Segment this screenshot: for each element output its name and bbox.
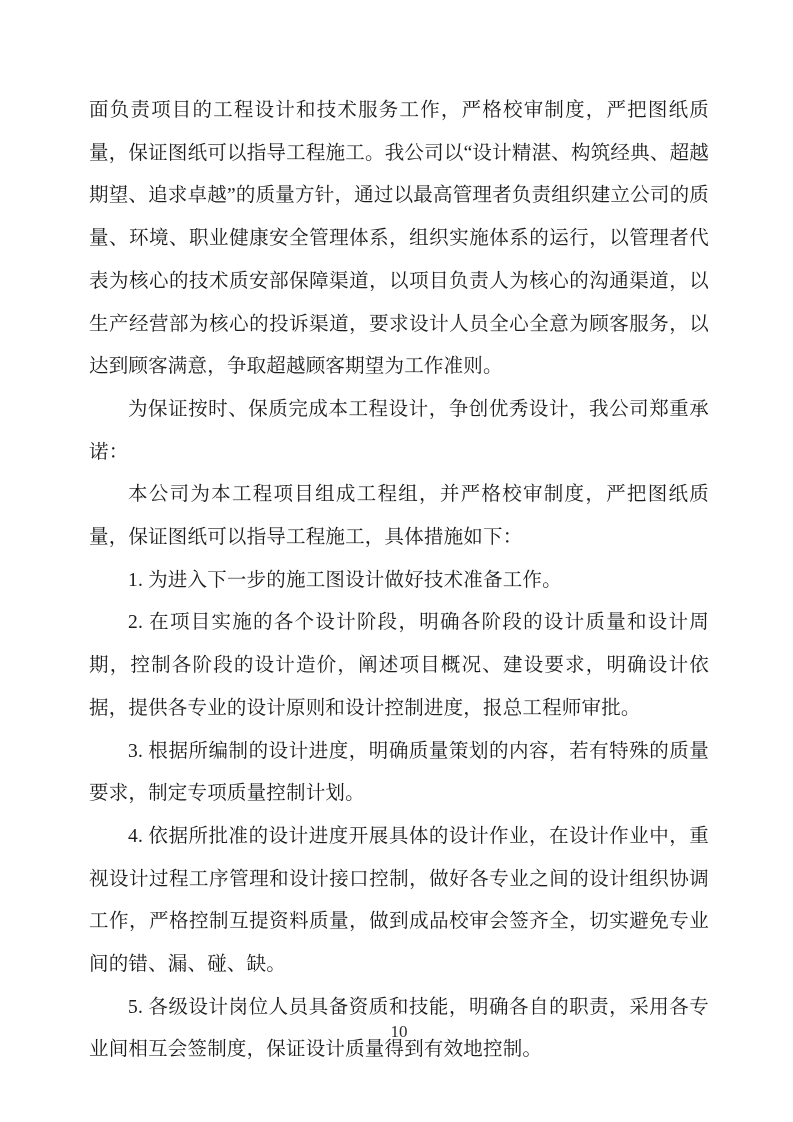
paragraph-5-item-2: 2. 在项目实施的各个设计阶段，明确各阶段的设计质量和设计周期，控制各阶段的设计造价，阐述项目概况、建设要求，明确设计依据，提供各专业的设计原则和设计控制进度，报总工程师审批。 — [89, 612, 709, 719]
paragraph-4-item-1: 1. 为进入下一步的施工图设计做好技术准备工作。 — [128, 569, 562, 591]
paragraph-2: 为保证按时、保质完成本工程设计，争创优秀设计，我公司郑重承诺： — [89, 398, 709, 463]
page-number: 10 — [390, 1022, 408, 1041]
paragraph-1: 面负责项目的工程设计和技术服务工作，严格校审制度，严把图纸质量，保证图纸可以指导工程施工。我公司以“设计精湛、构筑经典、超越期望、追求卓越”的质量方针，通过以最高管理者负责组织建立公司的质量、环境、职业健康安全管理体系，组织实施体系的运行，以管理者代表为核心的技术质安部保障渠道，以项目负责人为核心的沟通渠道，以生产经营部为核心的投诉渠道，要求设计人员全心全意为顾客服务，以达到顾客满意，争取超越顾客期望为工作准则。 — [89, 100, 709, 378]
paragraph-6-item-3: 3. 根据所编制的设计进度，明确质量策划的内容，若有特殊的质量要求，制定专项质量控制计划。 — [89, 740, 709, 805]
paragraph-8-item-5: 5. 各级设计岗位人员具备资质和技能，明确各自的职责，采用各专业间相互会签制度，保证设计质量得到有效地控制。 — [89, 996, 709, 1061]
text-body — [89, 90, 709, 1072]
paragraph-3: 本公司为本工程项目组成工程组，并严格校审制度，严把图纸质量，保证图纸可以指导工程施工，具体措施如下： — [89, 484, 709, 549]
paragraph-7-item-4: 4. 依据所批准的设计进度开展具体的设计作业，在设计作业中，重视设计过程工序管理和设计接口控制，做好各专业之间的设计组织协调工作，严格控制互提资料质量，做到成品校审会签齐全，切实避免专业间的错、漏、碰、缺。 — [89, 825, 709, 976]
